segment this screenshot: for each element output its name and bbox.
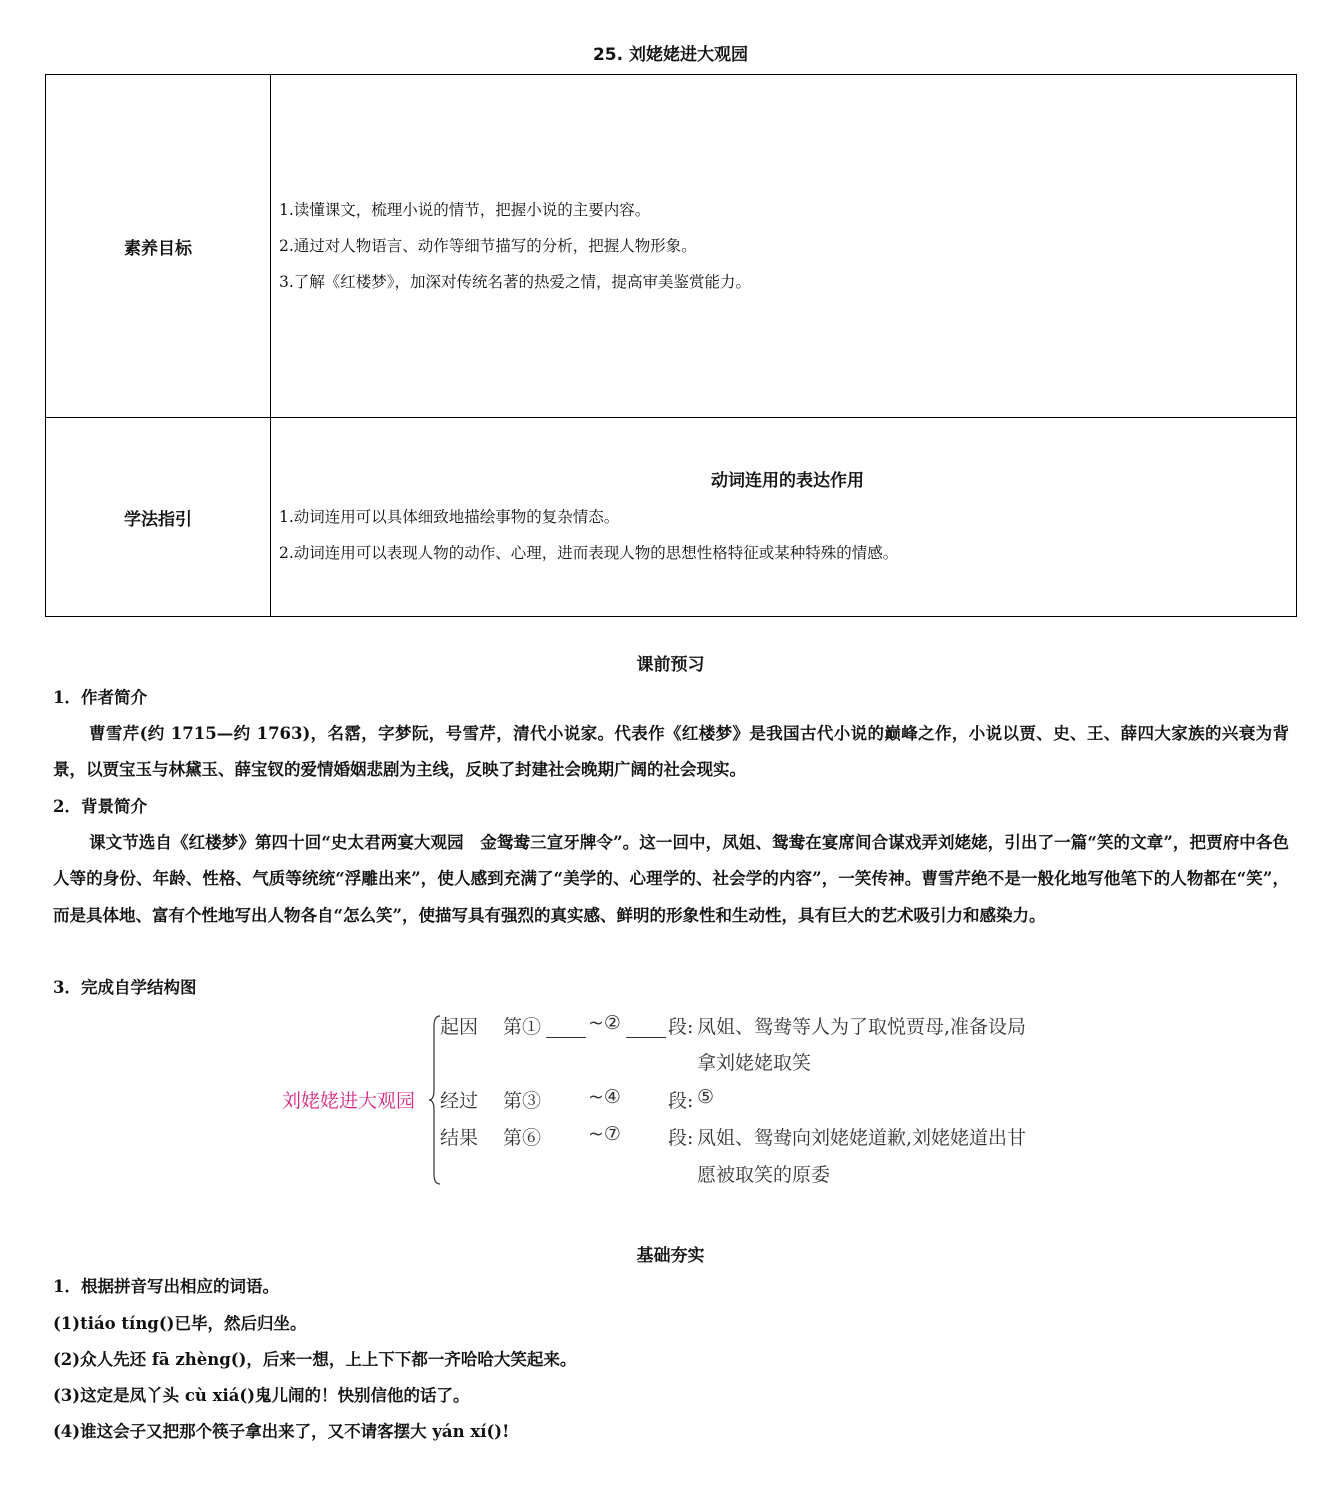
structure-from: 第① — [503, 1016, 542, 1038]
literacy-goal-item: 2.通过对人物语言、动作等细节描写的分析，把握人物形象。 — [279, 237, 697, 255]
structure-desc: ⑤ — [697, 1086, 715, 1108]
method-guide-heading: 动词连用的表达作用 — [711, 471, 864, 491]
basics-section-title: 基础夯实 — [636, 1246, 705, 1266]
literacy-goal-item: 3.了解《红楼梦》，加深对传统名著的热爱之情，提高审美鉴赏能力。 — [279, 273, 752, 291]
structure-main-title: 刘姥姥进大观园 — [282, 1090, 416, 1112]
basics-question-heading: 1．根据拼音写出相应的词语。 — [53, 1277, 279, 1296]
method-guide-cell — [271, 418, 1297, 617]
preview-section-title: 课前预习 — [636, 655, 705, 675]
structure-stage: 结果 — [440, 1127, 479, 1149]
structure-seg: 段: — [668, 1127, 694, 1149]
method-guide-label: 学法指引 — [46, 418, 271, 617]
basics-item: (2)众人先还 fā zhèng()，后来一想，上上下下都一齐哈哈大笑起来。 — [53, 1350, 577, 1369]
structure-from: 第⑥ — [503, 1127, 542, 1149]
goals-table — [45, 74, 1297, 617]
structure-from: 第③ — [503, 1090, 542, 1112]
structure-desc: 凤姐、鸳鸯向刘姥姥道歉,刘姥姥道出甘 — [697, 1127, 1027, 1149]
answer-blank[interactable] — [546, 1019, 586, 1038]
method-guide-item: 2.动词连用可以表现人物的动作、心理，进而表现人物的思想性格特征或某种特殊的情感。 — [279, 544, 899, 562]
basics-item: (4)谁这会子又把那个筷子拿出来了，又不请客摆大 yán xí()! — [53, 1422, 510, 1441]
literacy-goals-cell — [271, 75, 1297, 418]
structure-seg: 段: — [668, 1090, 694, 1112]
background-text: 课文节选自《红楼梦》第四十回“史太君两宴大观园 金鸳鸯三宣牙牌令”。这一回中，凤姐、鸳鸯在宴席间合谋戏弄刘姥姥，引出了一篇“笑的文章”，把贾府中各色人等的身份、年龄、性格、气质等统统“浮雕出来”，使人感到充满了“美学的、心理学的、社会学的内容”，一笑传神。曹雪芹绝不是一般化地写他笔下的人物都在“笑”，而是具体地、富有个性地写出人物各自“怎么笑”，使描写具有强烈的真实感、鲜明的形象性和生动性，具有巨大的艺术吸引力和感染力。 — [53, 833, 1289, 925]
background-heading: 2．背景简介 — [53, 797, 147, 816]
structure-stage: 起因 — [440, 1016, 479, 1038]
author-text: 曹雪芹(约 1715—约 1763)，名霑，字梦阮，号雪芹，清代小说家。代表作《红楼梦》是我国古代小说的巅峰之作，小说以贾、史、王、薛四大家族的兴衰为背景，以贾宝玉与林黛玉、薛宝钗的爱情婚姻悲剧为主线，反映了封建社会晚期广阔的社会现实。 — [53, 724, 1289, 780]
structure-to: ~⑦ — [588, 1123, 621, 1145]
structure-stage: 经过 — [440, 1090, 479, 1112]
literacy-goal-item: 1.读懂课文，梳理小说的情节，把握小说的主要内容。 — [279, 201, 651, 219]
basics-item: (1)tiáo tíng()已毕，然后归坐。 — [53, 1314, 307, 1333]
structure-heading: 3．完成自学结构图 — [53, 978, 197, 997]
document-title: 25. 刘姥姥进大观园 — [592, 45, 749, 65]
author-heading: 1．作者简介 — [53, 688, 147, 707]
method-guide-item: 1.动词连用可以具体细致地描绘事物的复杂情态。 — [279, 508, 620, 526]
structure-desc-cont: 拿刘姥姥取笑 — [697, 1052, 812, 1074]
structure-desc-cont: 愿被取笑的原委 — [697, 1164, 831, 1186]
structure-seg: 段: — [668, 1016, 694, 1038]
structure-to: ~④ — [588, 1086, 621, 1108]
structure-desc: 凤姐、鸳鸯等人为了取悦贾母,准备设局 — [697, 1016, 1027, 1038]
answer-blank[interactable] — [626, 1019, 666, 1038]
literacy-goals-label: 素养目标 — [46, 75, 271, 418]
basics-item: (3)这定是凤丫头 cù xiá()鬼儿闹的！快别信他的话了。 — [53, 1386, 470, 1405]
structure-to: ~② — [588, 1012, 621, 1034]
